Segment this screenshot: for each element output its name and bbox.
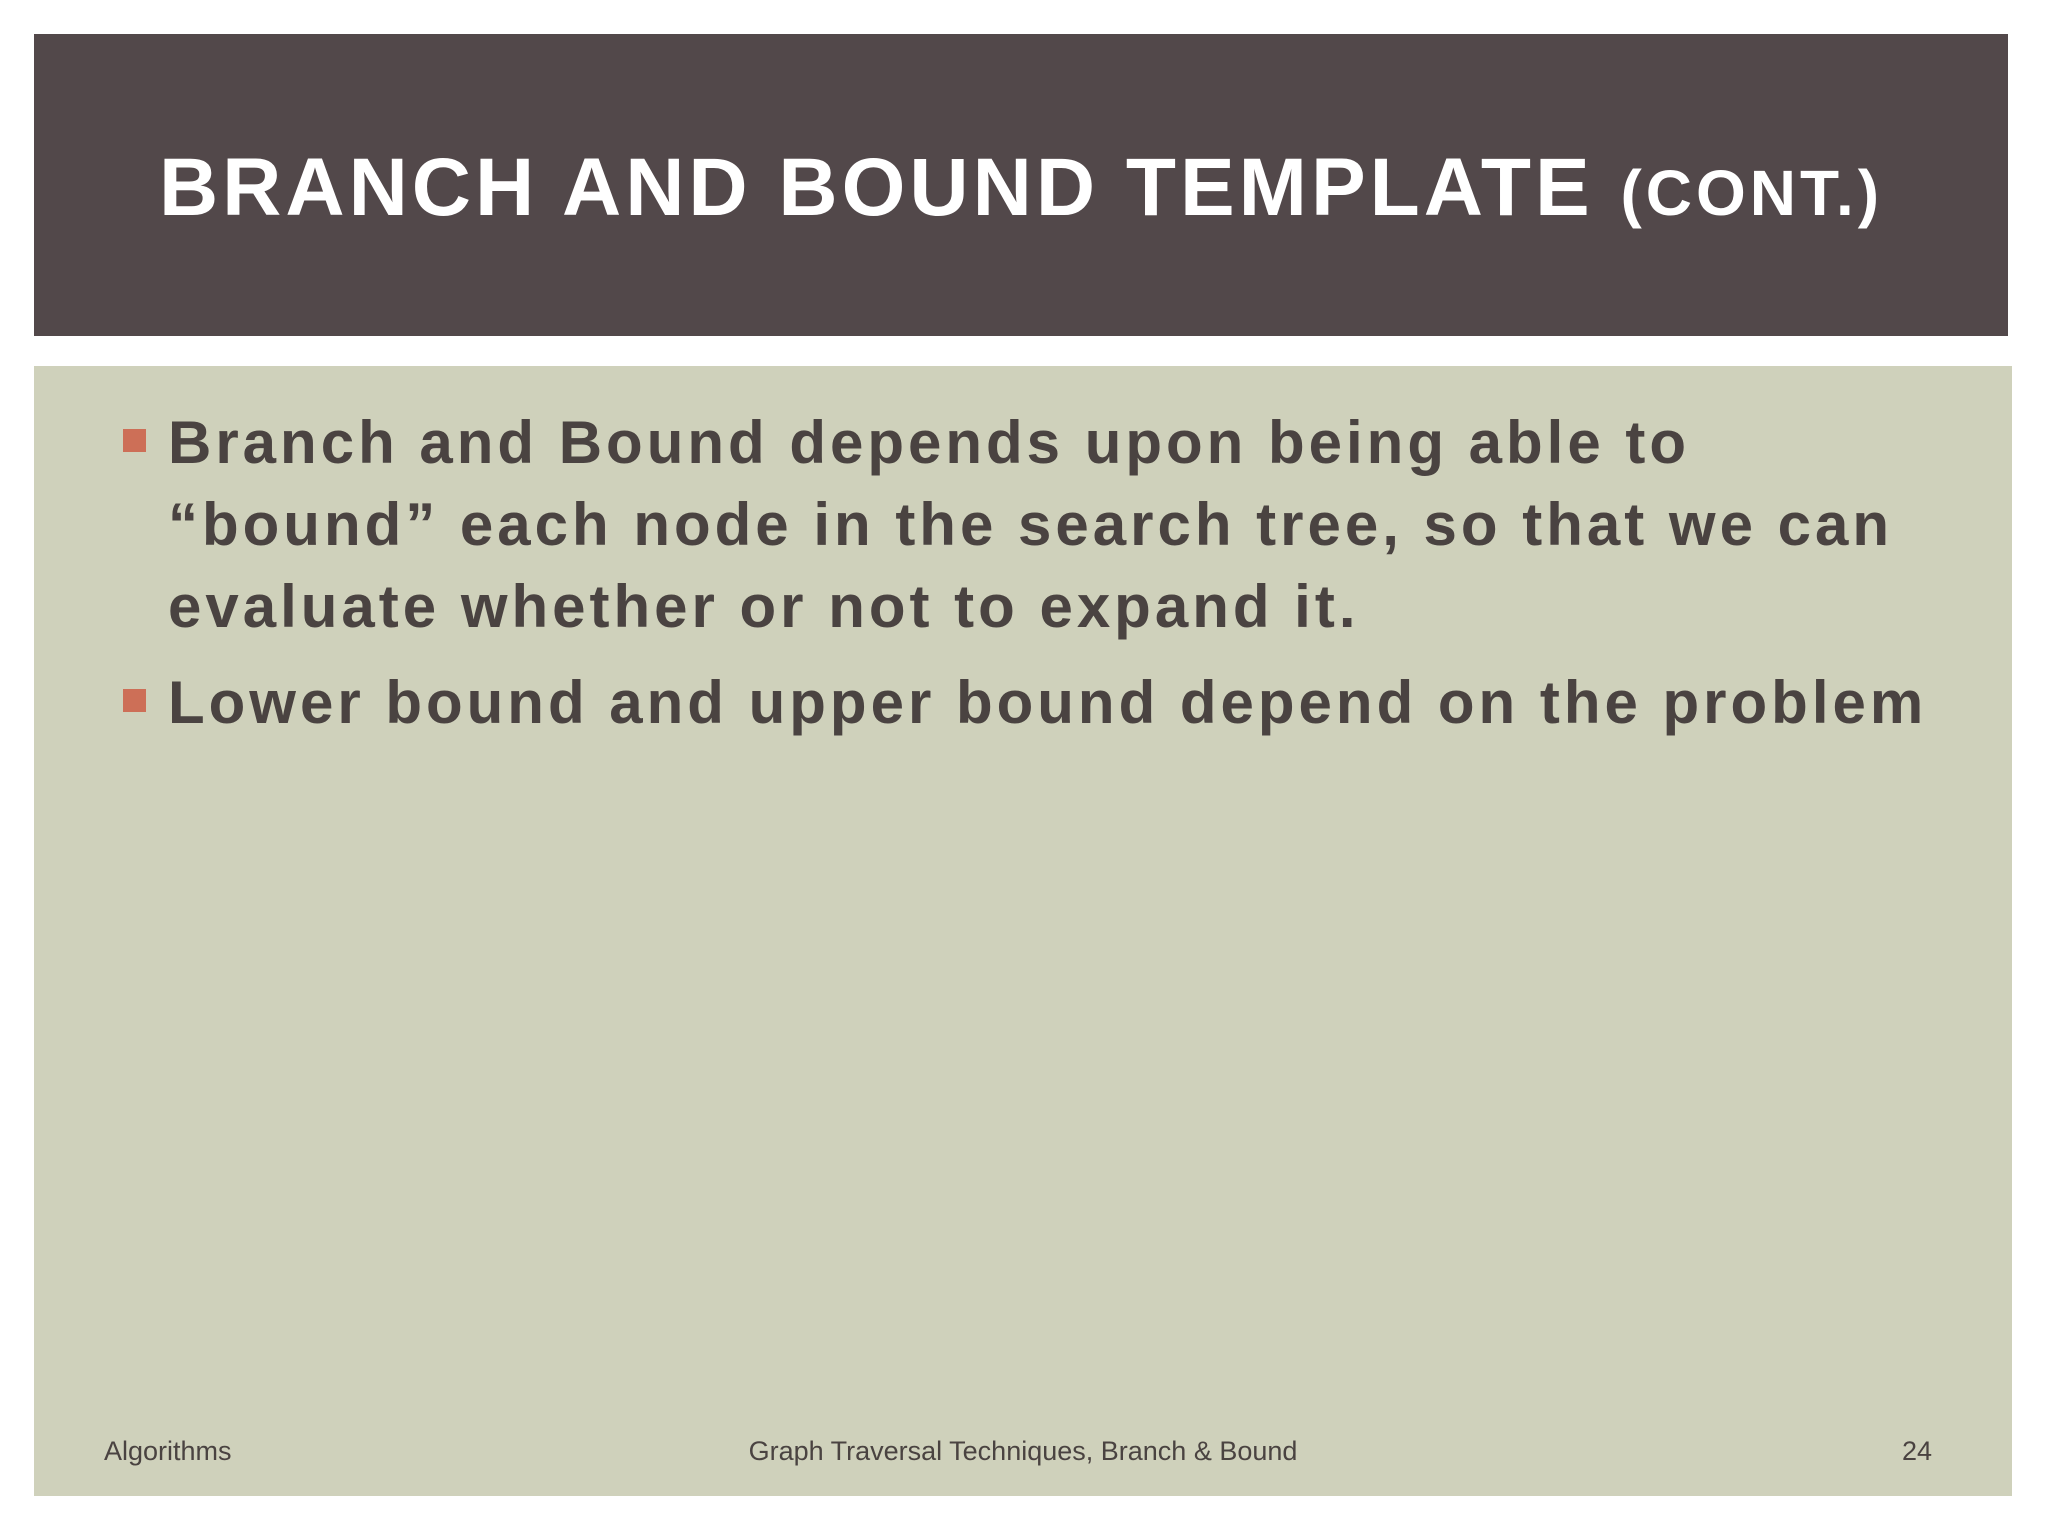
title-bar [34,34,2008,336]
bullet-text: Branch and Bound depends upon being able to “bound” each node in the search tree, so that we can evaluate whether or not to expand it. [168,409,1893,640]
footer-course-name: Algorithms [104,1436,232,1466]
content-panel [34,366,2012,1496]
bullet-text: Lower bound and upper bound depend on the problem [168,669,1928,736]
slide-title-suffix: (CONT.) [1620,157,1884,229]
bullet-list [34,402,2012,758]
footer-topic: Graph Traversal Techniques, Branch & Bound [748,1436,1298,1466]
bullet-item [34,662,2012,744]
slide-title [159,135,1883,235]
bullet-item [34,402,2012,648]
slide-footer [34,1436,2012,1476]
square-bullet-icon [123,689,146,712]
page-number: 24 [1901,1436,1932,1466]
slide-title-main: BRANCH AND BOUND TEMPLATE [158,142,1594,233]
square-bullet-icon [123,429,146,452]
